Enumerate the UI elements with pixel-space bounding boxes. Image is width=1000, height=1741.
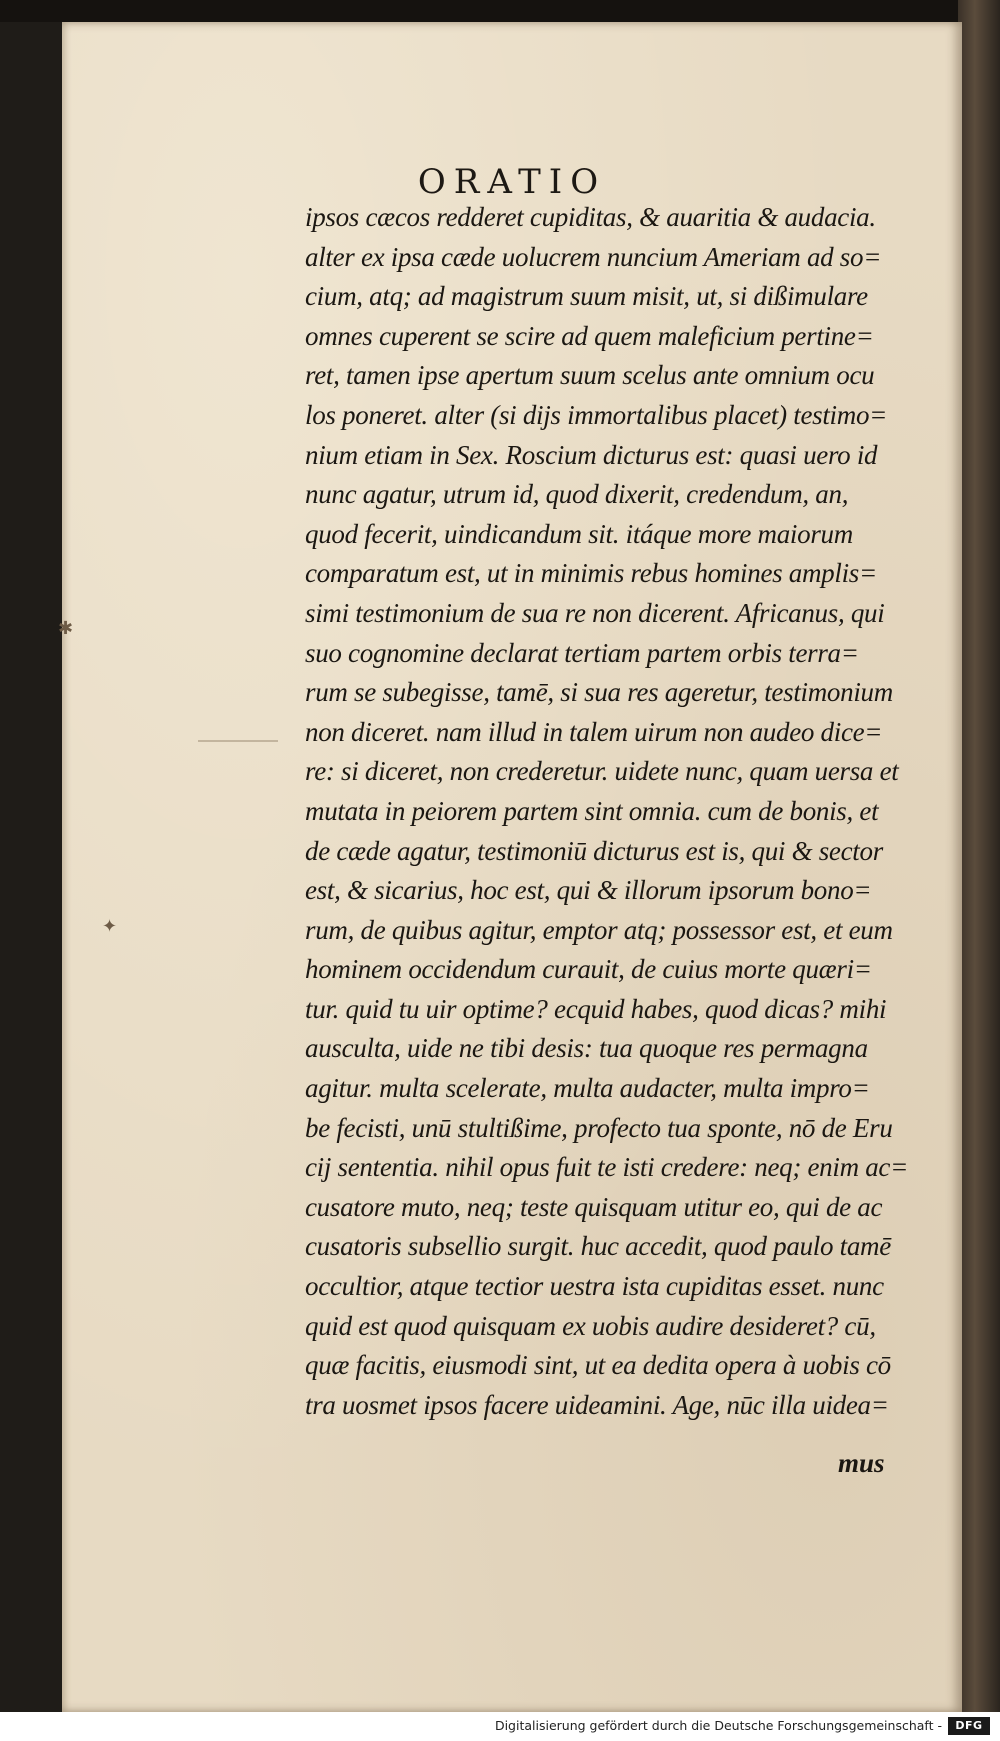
text-line: cusatore muto, neq; teste quisquam utitur eo, qui de ac	[305, 1191, 883, 1222]
text-line: nunc agatur, utrum id, quod dixerit, credendum, an,	[305, 479, 849, 510]
text-line: ausculta, uide ne tibi desis: tua quoque res permagna	[305, 1033, 868, 1064]
text-line: quod fecerit, uindicandum sit. itáque more maiorum	[305, 518, 853, 549]
text-line: tur. quid tu uir optime? ecquid habes, quod dicas? mihi	[305, 993, 887, 1024]
text-line: tra uosmet ipsos facere uideamini. Age, nūc illa uidea=	[305, 1389, 889, 1420]
text-line: rum, de quibus agitur, emptor atq; possessor est, et eum	[305, 914, 893, 945]
digitization-credit: Digitalisierung gefördert durch die Deutsche Forschungsgemeinschaft -	[494, 1718, 942, 1733]
running-head: ORATIO	[417, 162, 607, 202]
page-body-text	[305, 198, 935, 1465]
text-line: alter ex ipsa cæde uolucrem nuncium Ameriam ad so=	[305, 241, 882, 272]
text-line: mutata in peiorem partem sint omnia. cum de bonis, et	[305, 795, 879, 826]
text-line: be fecisti, unū stultißime, profecto tua sponte, nō de Eru	[305, 1112, 893, 1143]
text-line: quæ facitis, eiusmodi sint, ut ea dedita opera à uobis cō	[305, 1350, 891, 1381]
text-line: simi testimonium de sua re non dicerent. Africanus, qui	[305, 597, 885, 628]
text-line: re: si diceret, non crederetur. uidete nunc, quam uersa et	[305, 756, 899, 787]
text-line: ipsos cæcos redderet cupiditas, & auaritia & audacia.	[305, 202, 876, 232]
text-line: de cæde agatur, testimoniū dicturus est is, qui & sector	[305, 835, 883, 866]
margin-stain	[198, 740, 278, 742]
text-line: nium etiam in Sex. Roscium dicturus est: quasi uero id	[305, 439, 878, 470]
text-line: est, & sicarius, hoc est, qui & illorum ipsorum bono=	[305, 875, 872, 906]
text-line: hominem occidendum curauit, de cuius morte quæri=	[305, 954, 872, 985]
margin-mark-asterisk: ✱	[58, 618, 74, 639]
text-line: quid est quod quisquam ex uobis audire desideret? cū,	[305, 1310, 876, 1341]
text-line: los poneret. alter (si dijs immortalibus placet) testimo=	[305, 399, 888, 430]
dfg-logo: DFG	[948, 1717, 990, 1735]
text-line: ret, tamen ipse apertum suum scelus ante omnium ocu	[305, 360, 875, 391]
text-line: omnes cuperent se scire ad quem maleficium pertine=	[305, 320, 874, 351]
text-line: occultior, atque tectior uestra ista cupiditas esset. nunc	[305, 1271, 884, 1302]
text-line: cium, atq; ad magistrum suum misit, ut, si dißimulare	[305, 281, 868, 312]
text-line: cusatoris subsellio surgit. huc accedit, quod paulo tamē	[305, 1231, 891, 1262]
scan-background-top	[0, 0, 1000, 22]
text-line: cij sententia. nihil opus fuit te isti credere: neq; enim ac=	[305, 1152, 909, 1183]
book-spine-edge	[958, 0, 1000, 1741]
text-line: non diceret. nam illud in talem uirum non audeo dice=	[305, 716, 883, 747]
text-line: comparatum est, ut in minimis rebus homines amplis=	[305, 558, 877, 589]
text-line: agitur. multa scelerate, multa audacter, multa impro=	[305, 1073, 870, 1104]
text-line: suo cognomine declarat tertiam partem orbis terra=	[305, 637, 859, 668]
margin-mark-cross: ✦	[102, 916, 118, 937]
text-line: rum se subegisse, tamē, si sua res ageretur, testimonium	[305, 677, 893, 708]
catchword: mus	[838, 1448, 885, 1478]
